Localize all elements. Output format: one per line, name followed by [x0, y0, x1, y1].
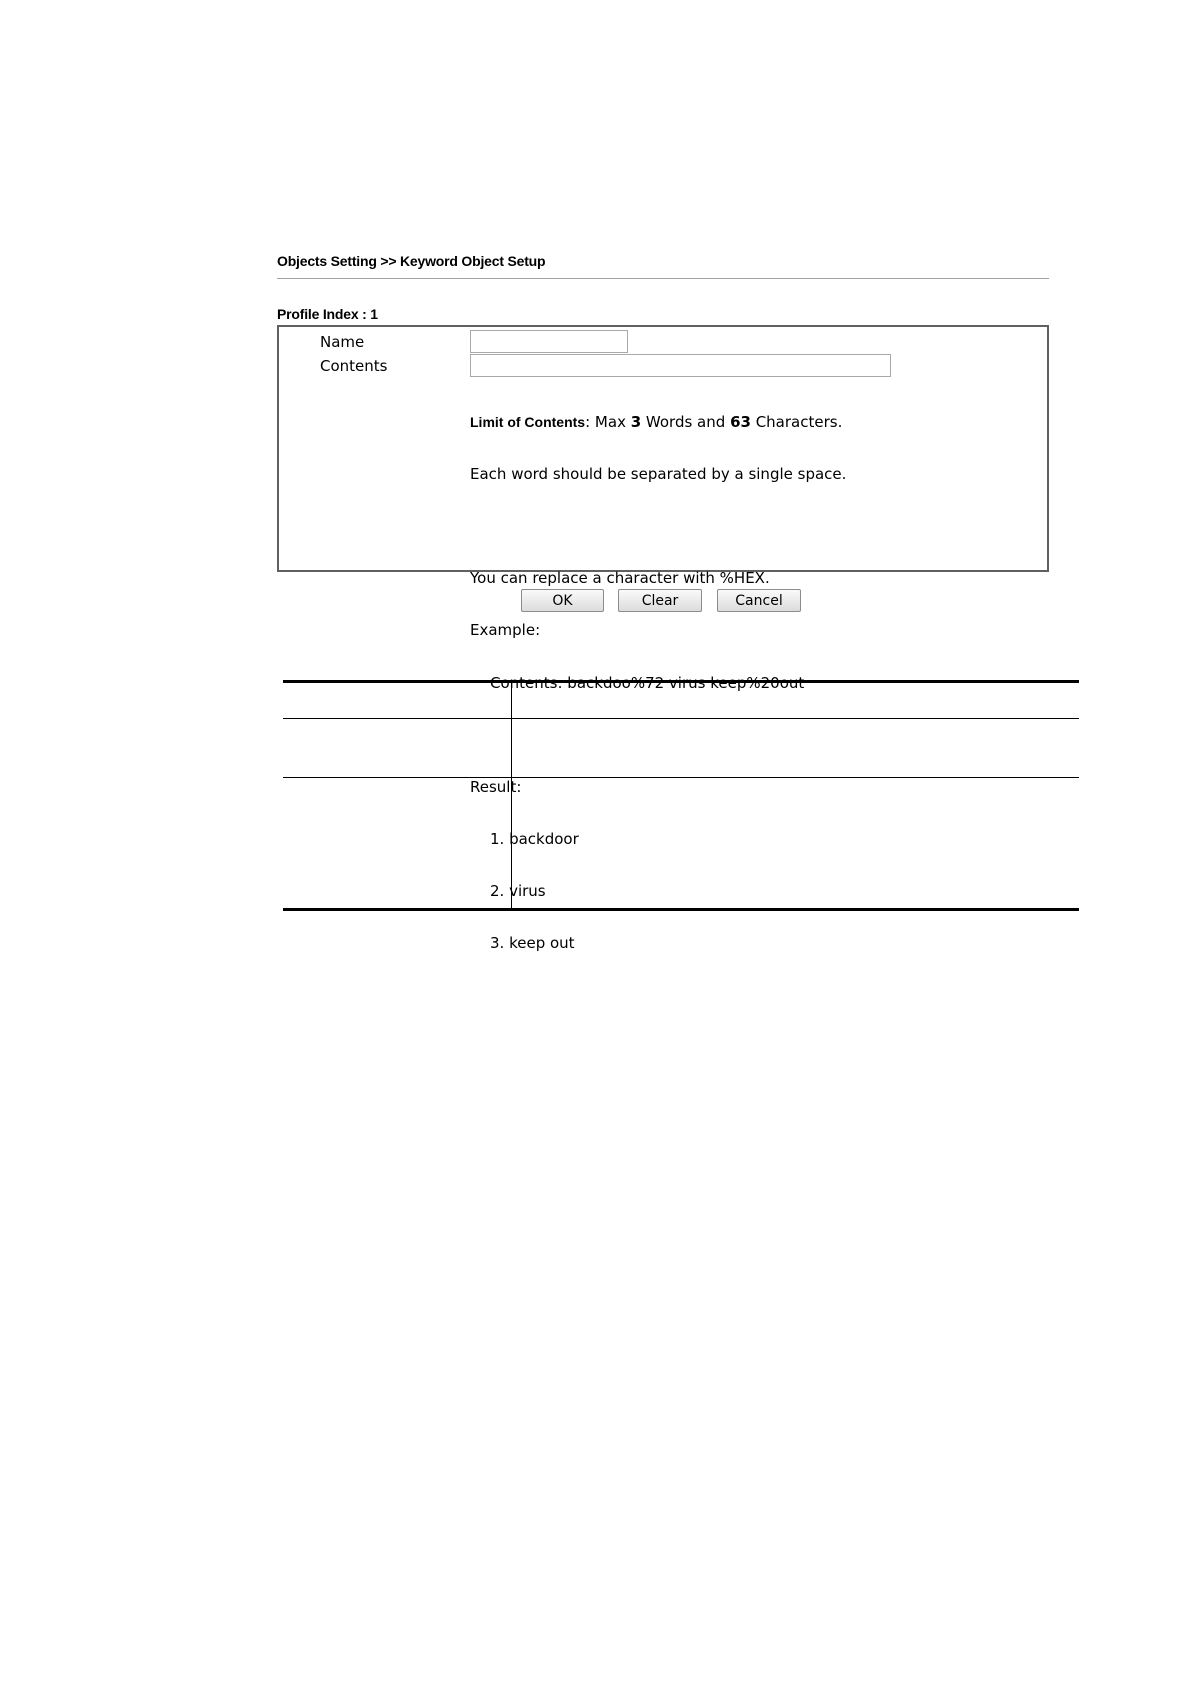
limit-of-contents-label: Limit of Contents — [470, 413, 586, 430]
result-item: 3. keep out — [490, 934, 575, 953]
hex-note: You can replace a character with %HEX. — [470, 569, 770, 588]
limit-text-middle: Words and — [641, 412, 731, 431]
max-characters-value: 63 — [730, 412, 751, 431]
table-header-row — [283, 683, 1079, 718]
limit-line — [470, 414, 846, 431]
result-label: Result: — [470, 777, 522, 796]
contents-label: Contents — [320, 357, 388, 375]
result-item: 1. backdoor — [490, 829, 579, 848]
separator-note: Each word should be separated by a single space. — [470, 465, 847, 484]
contents-input[interactable] — [470, 354, 891, 377]
table-row — [283, 719, 1079, 777]
example-contents: Contents: backdoo%72 virus keep%20out — [490, 673, 805, 692]
page-title: Objects Setting >> Keyword Object Setup — [277, 253, 546, 269]
max-words-value: 3 — [630, 412, 642, 431]
ok-button[interactable]: OK — [521, 589, 604, 612]
table-row — [283, 778, 1079, 908]
cancel-button[interactable]: Cancel — [717, 589, 801, 612]
example-label: Example: — [470, 621, 541, 640]
limit-text-prefix: : Max — [585, 412, 631, 431]
form-button-row — [0, 589, 1190, 614]
name-label: Name — [320, 333, 365, 351]
name-input[interactable] — [470, 330, 628, 353]
limit-text-suffix: Characters. — [750, 412, 843, 431]
help-spacer — [470, 518, 846, 535]
profile-index-label: Profile Index : 1 — [277, 306, 378, 322]
result-item: 2. virus — [490, 881, 546, 900]
title-divider — [277, 278, 1049, 279]
clear-button[interactable]: Clear — [618, 589, 702, 612]
table-bottom-border — [283, 908, 1079, 911]
description-table — [283, 680, 1079, 910]
